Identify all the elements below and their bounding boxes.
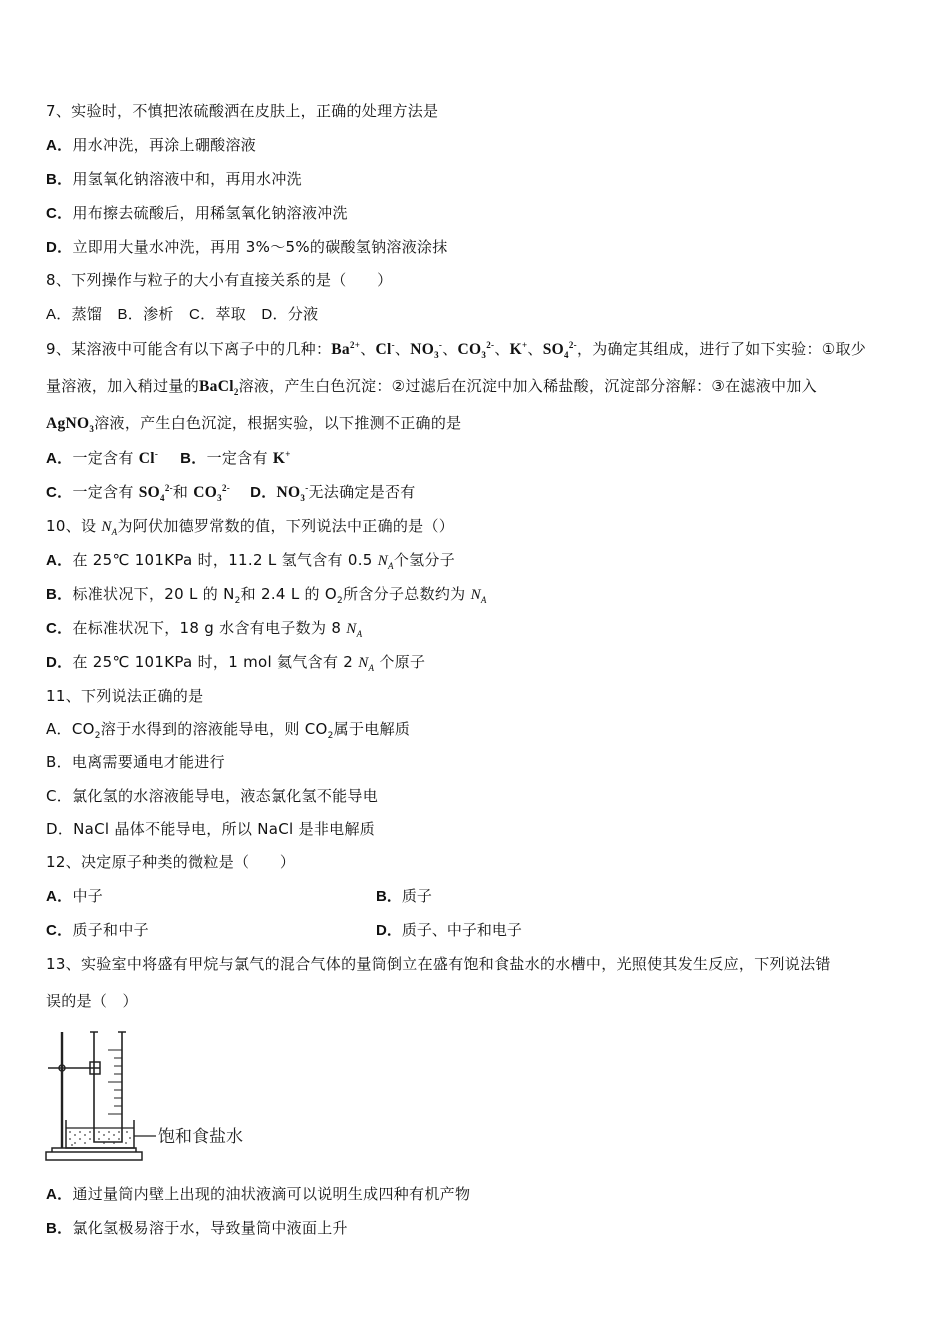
option-label: B． (46, 586, 73, 603)
option-label: A． (46, 450, 73, 467)
option-label: D． (376, 922, 402, 939)
option-label: C． (46, 484, 73, 501)
option-label: B． (46, 1220, 73, 1237)
q8-options: A．蒸馏 B．渗析 C．萃取 D．分液 (46, 306, 319, 323)
ion-no3: $NO_3^-$ (410, 339, 443, 361)
ion-no3: $NO_3^-$ (276, 482, 309, 504)
option-label: A． (46, 137, 73, 154)
q12-option-d: D．质子、中子和电子 (376, 921, 522, 939)
q9-options-cd: C．一定含有 $SO_4^{2-}$和 $CO_3^{2-}$ D．$NO_3^-$无法确定是否有 (46, 482, 416, 504)
q12-option-c: C．质子和中子 (46, 921, 149, 939)
graduated-cylinder (94, 1032, 122, 1142)
q13-option-a: A．通过量筒内壁上出现的油状液滴可以说明生成四种有机产物 (46, 1185, 471, 1203)
q10-option-c: C．在标准状况下，18 g 水含有电子数为 8 $N_A$ (46, 619, 363, 639)
avogadro-symbol: $N_A$ (358, 655, 375, 673)
q7-option-a (46, 135, 256, 156)
text: 9、某溶液中可能含有以下离子中的几种： (46, 340, 332, 358)
formula-bacl2: BaCl$_2$ (199, 378, 239, 398)
option-text: 用氢氧化钠溶液中和，再用水冲洗 (72, 170, 302, 188)
ion-cl: Cl- (375, 339, 395, 358)
option-label: D． (46, 654, 73, 671)
option-label: D． (46, 239, 73, 256)
option-label: C． (46, 205, 73, 222)
q12-stem: 12、决定原子种类的微粒是（ ） (46, 853, 296, 871)
avogadro-symbol: $N_A$ (470, 587, 487, 605)
ion-k: K+ (509, 339, 528, 358)
q7-option-d (46, 237, 448, 258)
ion-k: K+ (272, 448, 291, 467)
avogadro-symbol: $N_A$ (377, 553, 394, 571)
option-label: A． (46, 1186, 73, 1203)
option-label: C． (46, 922, 73, 939)
q13-stem-line2: 误的是（ ） (46, 992, 138, 1010)
option-label: D． (250, 484, 277, 501)
ion-ba: $Ba^{2+}$ (331, 339, 361, 358)
q9-stem-line1: 9、某溶液中可能含有以下离子中的几种：$Ba^{2+}$、Cl-、$NO_3^-$、$CO_3^{2-}$、K+、$SO_4^{2-}$，为确定其组成，进行了如下实验：①取少 (46, 339, 867, 361)
apparatus-figure (42, 1026, 272, 1168)
option-label: B． (46, 171, 73, 188)
ion-cl: Cl- (138, 448, 159, 467)
q7-option-c (46, 203, 348, 224)
q11-option-b: B．电离需要通电才能进行 (46, 753, 225, 771)
q12-option-a: A．中子 (46, 887, 104, 905)
q12-option-b: B．质子 (376, 887, 432, 905)
option-label: B． (180, 450, 207, 467)
formula-agno3: AgNO$_3$ (46, 415, 95, 435)
option-label: C． (46, 620, 73, 637)
q10-stem: 10、设 $N_A$为阿伏加德罗常数的值，下列说法中正确的是（） (46, 517, 455, 537)
stand-base (46, 1152, 142, 1160)
ion-co3: $CO_3^{2-}$ (193, 482, 231, 504)
figure-label: 饱和食盐水 (158, 1127, 243, 1147)
q13-option-b: B．氯化氢极易溶于水，导致量筒中液面上升 (46, 1219, 348, 1237)
q7-stem: 7、实验时，不慎把浓硫酸洒在皮肤上，正确的处理方法是 (46, 102, 439, 120)
q13-stem-line1: 13、实验室中将盛有甲烷与氯气的混合气体的量筒倒立在盛有饱和食盐水的水槽中，光照使其发生反应，下列说法错 (46, 955, 831, 973)
ion-so4: $SO_4^{2-}$ (138, 482, 173, 504)
option-label: A． (46, 552, 73, 569)
q9-options-ab: A．一定含有 Cl- B．一定含有 K+ (46, 448, 291, 467)
avogadro-symbol: $N_A$ (346, 621, 363, 639)
ion-co3: $CO_3^{2-}$ (457, 339, 495, 361)
q11-option-c: C．氯化氢的水溶液能导电，液态氯化氢不能导电 (46, 787, 379, 805)
q11-option-a: A．$CO_2$溶于水得到的溶液能导电，则 $CO_2$属于电解质 (46, 720, 411, 741)
q9-stem-line2: 量溶液，加入稍过量的BaCl$_2$溶液，产生白色沉淀：②过滤后在沉淀中加入稀盐酸，沉淀部分溶解：③在滤液中加入 (46, 377, 817, 398)
avogadro-symbol: $N_A$ (101, 519, 118, 537)
q11-stem: 11、下列说法正确的是 (46, 687, 204, 705)
q11-option-d: D．NaCl 晶体不能导电，所以 NaCl 是非电解质 (46, 820, 376, 838)
ion-so4: $SO_4^{2-}$ (542, 339, 577, 361)
option-text: 用布擦去硫酸后，用稀氢氧化钠溶液冲洗 (72, 204, 348, 222)
option-text: 立即用大量水冲洗，再用 3%～5%的碳酸氢钠溶液涂抹 (72, 238, 448, 256)
q7-option-b (46, 169, 302, 190)
option-text: 用水冲洗，再涂上硼酸溶液 (72, 136, 257, 154)
option-label: A． (46, 888, 73, 905)
q8-stem: 8、下列操作与粒子的大小有直接关系的是（ ） (46, 271, 393, 289)
q10-option-a: A．在 25℃ 101KPa 时，11.2 L 氢气含有 0.5 $N_A$个氢分子 (46, 551, 456, 571)
q9-stem-line3: AgNO$_3$溶液，产生白色沉淀，根据实验，以下推测不正确的是 (46, 414, 462, 435)
q10-option-b: B．标准状况下，20 L 的 $N_2$和 2.4 L 的 $O_2$所含分子总数约为 $N_A$ (46, 585, 487, 606)
option-label: B． (376, 888, 402, 905)
trough (66, 1120, 134, 1148)
q10-option-d: D．在 25℃ 101KPa 时，1 mol 氦气含有 2 $N_A$ 个原子 (46, 653, 426, 673)
